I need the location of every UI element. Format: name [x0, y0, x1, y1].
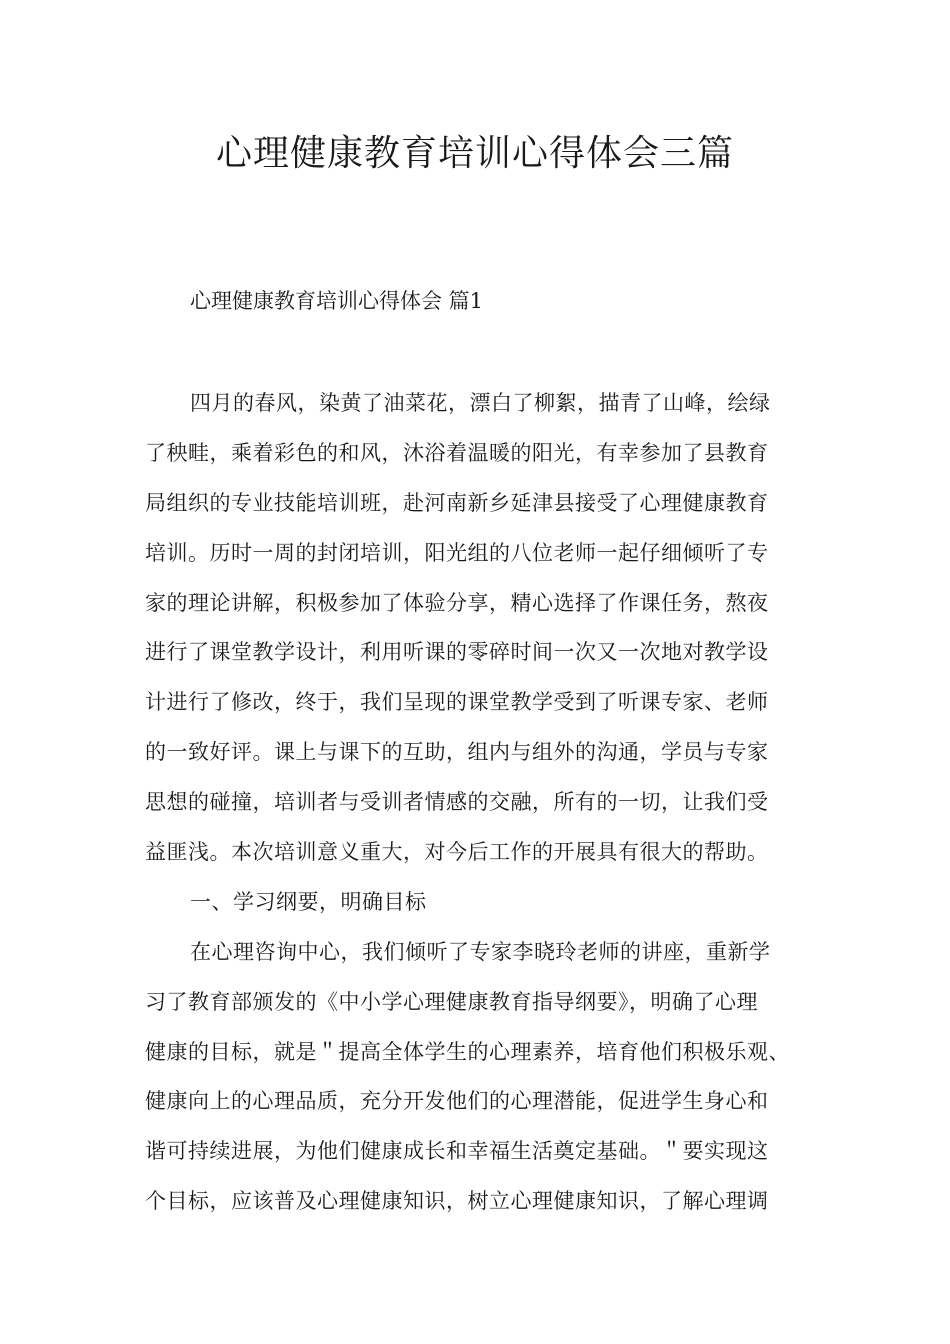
text-line: 益匪浅。本次培训意义重大，对今后工作的开展具有很大的帮助。: [145, 840, 769, 865]
text-line: 在心理咨询中心，我们倾听了专家李晓玲老师的讲座，重新学: [190, 939, 771, 964]
text-line: 思想的碰撞，培训者与受训者情感的交融，所有的一切，让我们受: [145, 790, 769, 815]
text-line: 培训。历时一周的封闭培训，阳光组的八位老师一起仔细倾听了专: [145, 540, 769, 565]
text-line: 四月的春风，染黄了油菜花，漂白了柳絮，描青了山峰，绘绿: [190, 391, 771, 415]
text-line: 家的理论讲解，积极参加了体验分享，精心选择了作课任务，熬夜: [145, 590, 769, 615]
text-line: 了秧畦，乘着彩色的和风，沐浴着温暖的阳光，有幸参加了县教育: [145, 440, 769, 465]
text-line: 计进行了修改，终于，我们呈现的课堂教学受到了听课专家、老师: [145, 690, 769, 715]
text-line: 的一致好评。课上与课下的互助，组内与组外的沟通，学员与专家: [145, 740, 769, 765]
text-line: 习了教育部颁发的《中小学心理健康教育指导纲要》，明确了心理: [145, 989, 758, 1014]
document-title: 心理健康教育培训心得体会三篇: [215, 133, 734, 174]
text-line: 一、学习纲要，明确目标: [190, 889, 427, 914]
section-heading: 心理健康教育培训心得体会 篇1: [190, 289, 484, 313]
text-line: 健康的目标，就是＂提高全体学生的心理素养，培育他们积极乐观、: [145, 1039, 790, 1064]
text-line: 局组织的专业技能培训班，赴河南新乡延津县接受了心理健康教育: [145, 490, 769, 515]
text-line: 健康向上的心理品质，充分开发他们的心理潜能，促进学生身心和: [145, 1089, 769, 1114]
text-line: 个目标，应该普及心理健康知识，树立心理健康知识，了解心理调: [145, 1189, 769, 1214]
text-line: 进行了课堂教学设计，利用听课的零碎时间一次又一次地对教学设: [145, 640, 769, 665]
text-line: 谐可持续进展，为他们健康成长和幸福生活奠定基础。＂要实现这: [145, 1139, 769, 1164]
body-text: [145, 379, 845, 1227]
